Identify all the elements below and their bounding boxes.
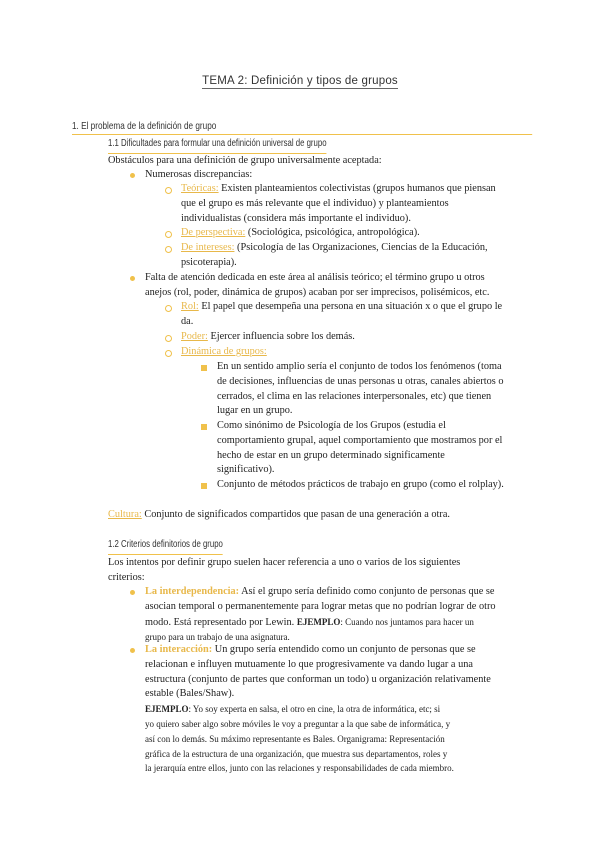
list-item-falta-atencion: Falta de atención dedicada en este área al análisis teórico; el término grupo u otros anejos (rol, poder, dinámica de grupos) acaban por ser imprecisos, polisémicos, etc. [145, 272, 490, 298]
list-item-teoricas: Teóricas: Existen planteamientos colectivistas (grupos humanos que piensan que el grupo es más relevante que el individuo) y planteamientos individualistas (considera más importante el individuo). [181, 183, 496, 224]
bullet-icon [130, 648, 135, 653]
list-item-discrepancias: Numerosas discrepancias: [145, 169, 253, 180]
circle-bullet-icon [165, 246, 172, 253]
subsection-heading-1-1: 1.1 Dificultades para formular una definición universal de grupo [108, 137, 327, 152]
circle-bullet-icon [165, 187, 172, 194]
list-item-rol: Rol: El papel que desempeña una persona en una situación x o que el grupo le da. [181, 301, 503, 327]
list-item-dinamica: Dinámica de grupos: [181, 346, 267, 357]
bullet-icon [130, 173, 135, 178]
criterio-interaccion: La interacción: Un grupo sería entendido como un conjunto de personas que se relacionan e influyen mutuamente lo que progresivamente va dando lugar a una estructura (conjunto de partes que conforman un todo) u organización relativamente estable (Bales/Shaw). EJEMPLO: Yo soy experta en salsa, el otro en cine, la otra de informática, etc; si yo quiero saber algo sobre móviles le voy a preguntar a la que sabe de informática, y así con lo demás. Su máximo representante es Bales. Organigrama: Representación gráfica de la estructura de una organización, que muestra sus departamentos, roles y la jerarquía entre ellos, junto con las relaciones y responsabilidades de cada miembro. [145, 644, 491, 774]
square-bullet-icon [201, 483, 207, 489]
circle-bullet-icon [165, 231, 172, 238]
bullet-icon [130, 276, 135, 281]
section-heading: 1. El problema de la definición de grupo [72, 120, 217, 132]
list-item-intereses: De intereses: (Psicología de las Organizaciones, Ciencias de la Educación, psicoterapia). [181, 242, 488, 268]
circle-bullet-icon [165, 350, 172, 357]
bullet-icon [130, 590, 135, 595]
intro-text: Obstáculos para una definición de grupo universalmente aceptada: [108, 155, 382, 166]
circle-bullet-icon [165, 305, 172, 312]
square-bullet-icon [201, 424, 207, 430]
cultura-definition: Cultura: Conjunto de significados compartidos que pasan de una generación a otra. [108, 509, 450, 520]
list-item-poder: Poder: Ejercer influencia sobre los demás. [181, 331, 355, 342]
square-bullet-icon [201, 365, 207, 371]
list-item-sinonimo: Como sinónimo de Psicología de los Grupos (estudia el comportamiento grupal, aquel comportamiento que mostramos por el hecho de estar en un grupo determinado significamente significativo). [217, 420, 503, 476]
list-item-sentido-amplio: En un sentido amplio sería el conjunto de todos los fenómenos (toma de decisiones, influencias de unas personas u otras, canales abiertos o cerrados, el clima en las relaciones interpersonales, etc) que tienen lugar en un grupo. [217, 361, 504, 417]
subsection-heading-1-2: 1.2 Criterios definitorios de grupo [108, 538, 223, 553]
criterios-intro: Los intentos por definir grupo suelen hacer referencia a uno o varios de los siguientes criterios: [108, 557, 461, 583]
list-item-perspectiva: De perspectiva: (Sociológica, psicológica, antropológica). [181, 227, 420, 238]
criterio-interdependencia: La interdependencia: Así el grupo sería definido como conjunto de personas que se asocian temporal o permanentemente para lograr metas que no podrían lograr de otro modo. Está representado por Lewin. EJEMPLO: Cuando nos juntamos para hacer un grupo para un trabajo de una asignatura. [145, 586, 496, 643]
circle-bullet-icon [165, 335, 172, 342]
list-item-metodos: Conjunto de métodos prácticos de trabajo en grupo (como el rolplay). [217, 479, 504, 490]
page-title: TEMA 2: Definición y tipos de grupos [202, 75, 398, 87]
